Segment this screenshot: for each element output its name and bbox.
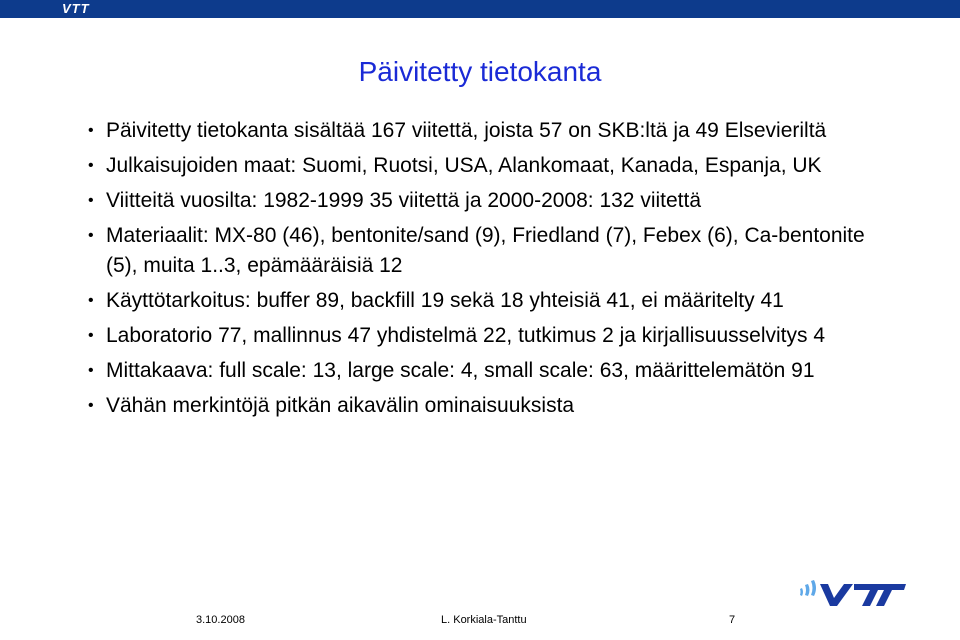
bullet-dot-icon: • (88, 122, 94, 139)
bullet-text: Käyttötarkoitus: buffer 89, backfill 19 sekä 18 yhteisiä 41, ei määritelty 41 (106, 289, 784, 312)
footer-date: 3.10.2008 (196, 614, 245, 626)
bullet-list (88, 116, 888, 426)
bullet-item (88, 221, 888, 281)
bullet-dot-icon: • (88, 397, 94, 414)
bullet-dot-icon: • (88, 157, 94, 174)
bullet-dot-icon: • (88, 192, 94, 209)
bullet-item (88, 116, 888, 146)
bullet-item (88, 356, 888, 386)
bullet-dot-icon: • (88, 292, 94, 309)
bullet-text: Laboratorio 77, mallinnus 47 yhdistelmä 22, tutkimus 2 ja kirjallisuusselvitys 4 (106, 324, 826, 347)
vtt-logo-icon (800, 576, 910, 610)
bullet-dot-icon: • (88, 327, 94, 344)
header-brand: VTT (62, 1, 90, 16)
bullet-item (88, 186, 888, 216)
footer-page-number: 7 (729, 614, 736, 626)
bullet-item (88, 286, 888, 316)
bullet-item (88, 321, 888, 351)
bullet-text: Päivitetty tietokanta sisältää 167 viitettä, joista 57 on SKB:ltä ja 49 Elsevieriltä (106, 119, 827, 142)
bullet-dot-icon: • (88, 227, 94, 244)
bullet-text: Materiaalit: MX-80 (46), bentonite/sand (9), Friedland (7), Febex (6), Ca-bentonite (5), muita 1..3, epämääräisiä 12 (106, 224, 865, 277)
bullet-dot-icon: • (88, 362, 94, 379)
bullet-text: Viitteitä vuosilta: 1982-1999 35 viitettä ja 2000-2008: 132 viitettä (106, 189, 702, 212)
footer-author: L. Korkiala-Tanttu (441, 614, 527, 626)
slide-title (0, 56, 960, 88)
bullet-item (88, 151, 888, 181)
bullet-text: Mittakaava: full scale: 13, large scale: 4, small scale: 63, määrittelemätön 91 (106, 359, 815, 382)
header-bar (0, 0, 960, 18)
bullet-item (88, 391, 888, 421)
bullet-text: Julkaisujoiden maat: Suomi, Ruotsi, USA, Alankomaat, Kanada, Espanja, UK (106, 154, 822, 177)
slide-title-text: Päivitetty tietokanta (358, 56, 602, 87)
bullet-text: Vähän merkintöjä pitkän aikavälin ominaisuuksista (106, 394, 575, 417)
